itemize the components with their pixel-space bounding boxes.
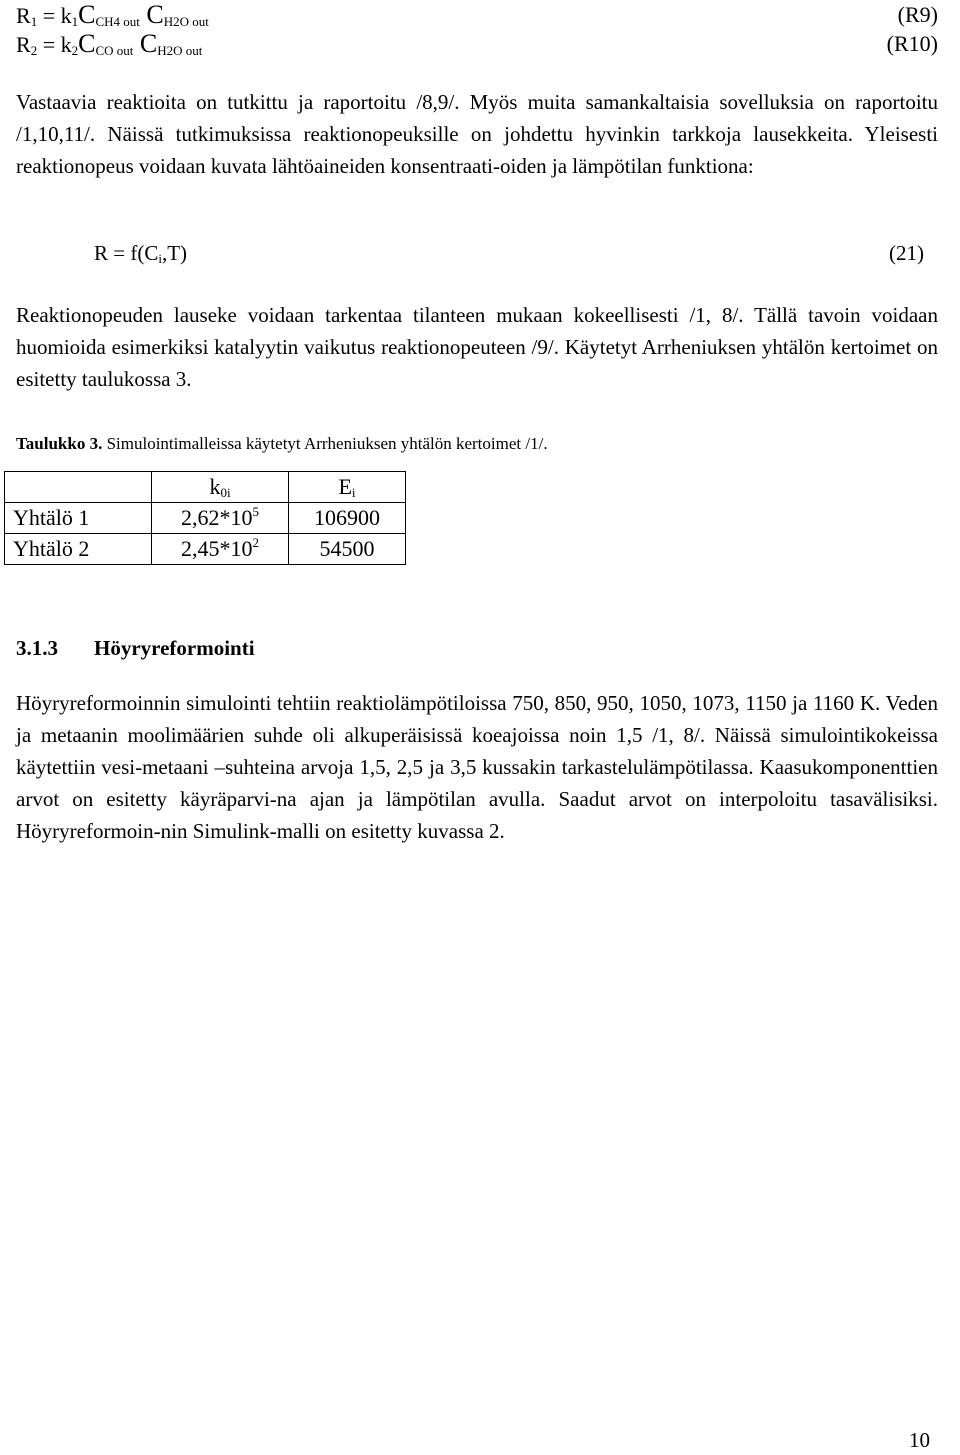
- table-header-k: [152, 472, 289, 503]
- eq21-sub: i: [158, 251, 162, 266]
- section-number: 3.1.3: [16, 636, 58, 660]
- eq21-lhs: R = f(C: [94, 241, 159, 265]
- table-corner-cell: [5, 472, 152, 503]
- equation-r9-tag: (R9): [897, 2, 938, 27]
- eq-r10-c1-sub: CO out: [95, 43, 134, 58]
- table-cell-e: 106900: [289, 503, 406, 534]
- header-e-base: E: [338, 474, 352, 499]
- paragraph-steam-reforming: Höyryreformoinnin simulointi tehtiin reaktiolämpötiloissa 750, 850, 950, 1050, 1073, 1150 ja 1160 K. Veden ja metaanin moolimäärien suhde oli alkuperäisissä koeajoissa noin 1,5 /1, 8/. Näissä simulointikokeissa käytettiin vesi-metaani –suhteina arvoja 1,5, 2,5 ja 3,5 kussakin tarkastelulämpötilassa. Kaasukomponenttien arvot on esitetty käyräparvi-na ajan ja lämpötilan avulla. Saadut arvot on interpoloitu tasavälisiksi. Höyryreformoin-nin Simulink-malli on esitetty kuvassa 2.: [16, 691, 938, 843]
- table-cell-k: [152, 503, 289, 534]
- equation-r9: [16, 2, 209, 29]
- eq-r9-c2-sub: H2O out: [163, 14, 209, 29]
- header-k-base: k: [209, 474, 221, 499]
- eq-r9-c1-sub: CH4 out: [95, 14, 140, 29]
- cell-k-mantissa: 2,62*10: [181, 505, 253, 530]
- paragraph-rate-expression: Reaktionopeuden lauseke voidaan tarkentaa tilanteen mukaan kokeellisesti /1, 8/. Tällä tavoin voidaan huomioida esimerkiksi katalyytin vaikutus reaktionopeuteen /9/. Käytetyt Arrheniuksen yhtälön kertoimet on esitetty taulukossa 3.: [16, 303, 938, 391]
- header-e-sub: i: [351, 485, 356, 500]
- section-title: Höyryreformointi: [94, 636, 255, 660]
- eq-r10-k-sub: 2: [71, 43, 79, 58]
- eq-r9-c1: C: [78, 0, 96, 29]
- cell-k-exponent: 5: [252, 504, 259, 519]
- eq-r9-c2: C: [139, 0, 164, 29]
- table-cell-k: [152, 534, 289, 565]
- arrhenius-table: [4, 471, 406, 565]
- eq-r9-k-sub: 1: [71, 14, 79, 29]
- eq-r10-c2: C: [133, 29, 158, 58]
- eq-r10-r-sub: 2: [30, 43, 38, 58]
- eq-r9-eq: = k: [37, 3, 72, 28]
- table-row-label: Yhtälö 2: [5, 534, 152, 565]
- table-row: [5, 534, 406, 565]
- eq-r10-c1: C: [78, 29, 96, 58]
- eq-r10-eq: = k: [37, 32, 72, 57]
- table-row-label: Yhtälö 1: [5, 503, 152, 534]
- table-cell-e: 54500: [289, 534, 406, 565]
- equation-r10-tag: (R10): [886, 31, 938, 56]
- paragraph-intro: Vastaavia reaktioita on tutkittu ja raportoitu /8,9/. Myös muita samankaltaisia sovelluksia on raportoitu /1,10,11/. Näissä tutkimuksissa reaktionopeuksille on johdettu hyvinkin tarkkoja lausekkeita. Yleisesti reaktionopeus voidaan kuvata lähtöaineiden konsentraati-oiden ja lämpötilan funktiona:: [16, 90, 938, 178]
- header-k-sub: 0i: [220, 485, 231, 500]
- table-caption: [16, 433, 548, 455]
- equation-21: [94, 240, 187, 266]
- eq-r9-r: R: [16, 3, 31, 28]
- eq-r9-r-sub: 1: [30, 14, 38, 29]
- table-caption-label: Taulukko 3.: [16, 434, 103, 453]
- eq-r10-r: R: [16, 32, 31, 57]
- eq-r10-c2-sub: H2O out: [157, 43, 203, 58]
- table-header-e: [289, 472, 406, 503]
- table-header-row: [5, 472, 406, 503]
- equation-r10: [16, 31, 202, 58]
- section-heading: [16, 636, 255, 661]
- cell-k-mantissa: 2,45*10: [181, 536, 253, 561]
- table-row: [5, 503, 406, 534]
- equation-21-tag: (21): [889, 241, 924, 265]
- page-number: 10: [909, 1428, 930, 1452]
- eq21-rhs: ,T): [161, 241, 188, 265]
- table-caption-text: Simulointimalleissa käytetyt Arrheniuksen yhtälön kertoimet /1/.: [102, 434, 548, 453]
- cell-k-exponent: 2: [252, 535, 259, 550]
